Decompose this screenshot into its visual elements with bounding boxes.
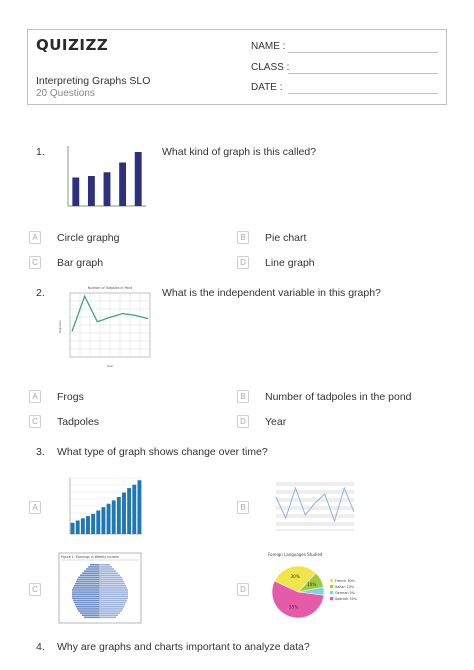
slice-label: 10% [307,581,317,587]
q3-option-a-bar-chart[interactable] [60,474,146,540]
bar-right [101,566,112,568]
legend-entry: German 5% [335,591,356,595]
bar-left [80,575,99,577]
legend-entry: Spanish 55% [335,597,358,601]
slice-label: 55% [288,604,299,610]
legend-entry: Italian 10% [335,585,355,589]
question-1-text: What kind of graph is this called? [162,146,317,158]
chart-title: Foreign Languages Studied [268,552,323,557]
bar-right [101,596,128,598]
chart-title: Number of Tadpoles in Pond [87,286,133,290]
bar [137,480,141,534]
bar-right [101,604,125,606]
bar-right [101,610,122,612]
bar-left [77,579,99,581]
bar-left [76,581,99,583]
q3-option-c-badge[interactable]: C [29,583,41,596]
bar-right [101,579,123,581]
bar-right [101,591,128,593]
q1-option-b-badge[interactable]: B [237,231,249,244]
q3-option-a-badge[interactable]: A [29,501,41,514]
name-label: NAME : [251,41,286,52]
bar-right [101,614,118,616]
bar-right [101,587,127,589]
question-1-number: 1. [36,146,45,158]
q3-option-b-badge[interactable]: B [237,501,249,514]
bar-left [78,577,99,579]
bar-right [101,617,116,619]
bar-left [74,585,99,587]
bar-left [78,610,99,612]
chart-title: Figure 1: Earnings in Weekly Income [61,555,119,559]
grid-band [276,482,354,486]
q1-option-a-badge[interactable]: A [29,231,41,244]
bar [132,485,136,534]
grid-band [276,506,354,510]
bar-right [101,593,128,595]
date-field-line[interactable] [288,93,438,94]
bar-right [101,589,128,591]
bar [86,516,90,534]
bar-left [72,589,99,591]
bar [72,178,79,207]
bar-left [76,606,99,608]
q2-option-d-text[interactable]: Year [265,416,287,428]
bar-left [72,591,99,593]
legend-swatch [330,585,333,588]
bar-left [88,566,99,568]
bar [71,523,75,534]
q2-option-c-text[interactable]: Tadpoles [57,416,100,428]
bar-left [75,583,99,585]
question-count: 20 Questions [36,88,95,99]
class-field-line[interactable] [288,73,438,74]
q3-option-c-population-chart[interactable] [58,552,142,624]
bar-right [101,612,120,614]
bar-right [101,600,127,602]
bar-right [101,570,116,572]
q2-option-a-badge[interactable]: A [29,390,41,403]
bar-left [84,570,99,572]
bar-left [84,617,99,619]
question-2-number: 2. [36,287,45,299]
q3-option-d-pie-chart[interactable] [264,550,368,622]
bar [88,176,95,206]
bar [135,152,142,206]
bar [122,493,126,534]
q1-option-d-badge[interactable]: D [237,256,249,269]
worksheet-title: Interpreting Graphs SLO [36,75,151,87]
name-field-line[interactable] [288,52,438,53]
bar-left [72,598,99,600]
bar-left [82,614,99,616]
grid-band [276,514,354,518]
class-label: CLASS : [251,62,290,73]
bar-left [80,612,99,614]
question-2-text: What is the independent variable in this graph? [162,287,381,299]
q2-option-c-badge[interactable]: C [29,415,41,428]
grid-band [276,498,354,502]
bar [107,504,111,534]
grid-band [276,522,354,526]
slice-label: 30% [290,574,300,580]
legend-swatch [330,591,333,594]
y-axis-label: Tadpoles [58,320,62,334]
bar [117,497,121,534]
bar-left [77,608,99,610]
q2-option-b-text[interactable]: Number of tadpoles in the pond [265,391,412,403]
bar-right [101,564,110,566]
bar-right [101,608,123,610]
bar-left [82,572,99,574]
q3-option-d-badge[interactable]: D [237,583,249,596]
x-axis-label: Year [106,364,114,368]
legend-swatch [330,579,333,582]
bar [104,172,111,206]
bar-right [101,583,125,585]
q3-option-b-line-chart[interactable] [266,478,358,536]
bar-left [73,587,99,589]
bar [119,163,126,207]
bar [91,514,95,534]
q1-option-c-badge[interactable]: C [29,256,41,269]
bar [101,507,105,534]
q1-option-d-text[interactable]: Line graph [265,257,315,269]
question-3-number: 3. [36,446,45,458]
bar [112,500,116,534]
bar [76,521,80,534]
question-3-text: What type of graph shows change over time? [57,446,268,458]
legend-entry: French 30% [335,579,355,583]
q2-option-a-text[interactable]: Frogs [57,391,84,403]
bar-left [72,593,99,595]
bar-left [75,604,99,606]
bar-right [101,581,124,583]
bar-left [86,568,99,570]
question-2-line-chart [58,283,154,369]
q1-option-a-text[interactable]: Circle graphg [57,232,120,244]
bar-right [101,602,126,604]
bar-left [74,602,99,604]
q1-option-c-text[interactable]: Bar graph [57,257,104,269]
question-4-number: 4. [36,641,45,653]
date-label: DATE : [251,82,283,93]
bar-right [101,585,126,587]
bar-left [73,600,99,602]
bar-right [101,575,120,577]
bar [96,510,100,534]
quizizz-logo: QUIZIZZ [36,36,109,54]
q2-option-b-badge[interactable]: B [237,390,249,403]
bar-left [72,596,99,598]
bar-left [90,564,99,566]
question-4-text: Why are graphs and charts important to analyze data? [57,641,310,653]
bar-right [101,568,114,570]
question-1-bar-chart [60,142,152,214]
legend-swatch [330,597,333,600]
bar-right [101,572,118,574]
bar [81,518,85,534]
bar-right [101,606,124,608]
bar-right [101,577,122,579]
bar [127,488,131,534]
bar-right [101,598,128,600]
q2-option-d-badge[interactable]: D [237,415,249,428]
q1-option-b-text[interactable]: Pie chart [265,232,307,244]
